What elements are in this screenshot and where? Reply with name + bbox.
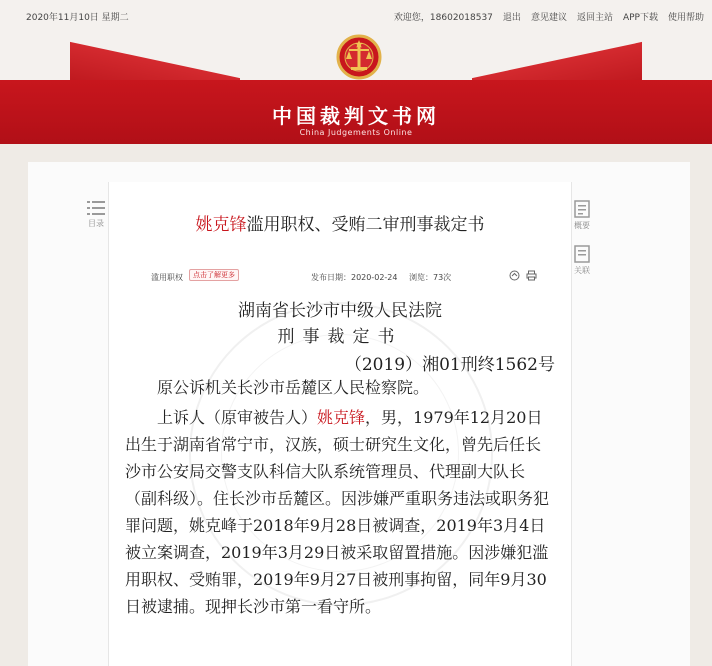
document-title [109,210,571,235]
summary-button[interactable] [570,200,594,231]
current-date: 2020年11月10日 星期二 [26,13,129,23]
share-icon[interactable] [509,270,520,281]
appellant-details: ，男，1979年12月20日出生于湖南省常宁市，汉族，硕士研究生文化，曾先后任长沙市公安局交警支队科信大队系统管理员、代理副大队长（副科级）。住长沙市岳麓区。因涉嫌严重职务违法或职务犯罪问题，姚克峰于2018年9月28日被调查，2019年3月4日被立案调查，2019年3月29日被采取留置措施。因涉嫌犯滥用职权、受贿罪，2019年9月27日被刑事拘留，同年9月30日被逮捕。现押长沙市第一看守所。 [125,408,550,616]
summary-icon [574,200,590,218]
related-label: 关联 [574,266,590,275]
title-text: 滥用职权、受贿二审刑事裁定书 [246,215,485,235]
related-button[interactable] [570,245,594,276]
toc-label: 目录 [88,219,104,228]
feedback-link[interactable]: 意见建议 [530,13,567,23]
welcome-user[interactable]: 欢迎您，18602018537 [393,13,493,23]
paragraph-appellant [125,404,555,620]
top-bar [0,0,712,32]
related-icon [574,245,590,263]
site-subtitle: China Judgements Online [299,128,413,137]
publish-date: 发布日期：2020-02-24 [311,273,398,282]
title-defendant-name: 姚克锋 [195,215,247,235]
court-name: 湖南省长沙市中级人民法院 [238,301,442,321]
help-link[interactable]: 使用帮助 [667,13,704,23]
summary-label: 概要 [574,221,590,230]
document-type: 刑事裁定书 [277,327,403,347]
app-download-link[interactable]: APP下载 [622,13,658,23]
action-icons [509,270,537,281]
learn-more-tag[interactable]: 点击了解更多 [189,269,239,281]
print-icon[interactable] [526,270,537,281]
top-links [394,10,704,23]
site-header [0,32,712,144]
list-icon [87,200,105,216]
main-site-link[interactable]: 返回主站 [576,13,613,23]
document-panel [108,182,572,666]
appellant-name: 姚克锋 [317,408,366,427]
case-category: 滥用职权 [151,273,183,282]
case-number: （2019）湘01刑终1562号 [344,355,555,375]
emblem-icon[interactable] [336,34,382,80]
site-title: 中国裁判文书网 [272,104,440,128]
appellant-prefix: 上诉人（原审被告人） [157,408,318,427]
view-count: 浏览：73次 [409,273,452,282]
right-sidebar [570,200,594,290]
paragraph-prosecutor: 原公诉机关长沙市岳麓区人民检察院。 [157,378,430,397]
logout-link[interactable]: 退出 [502,13,521,23]
toc-button[interactable] [84,200,108,229]
